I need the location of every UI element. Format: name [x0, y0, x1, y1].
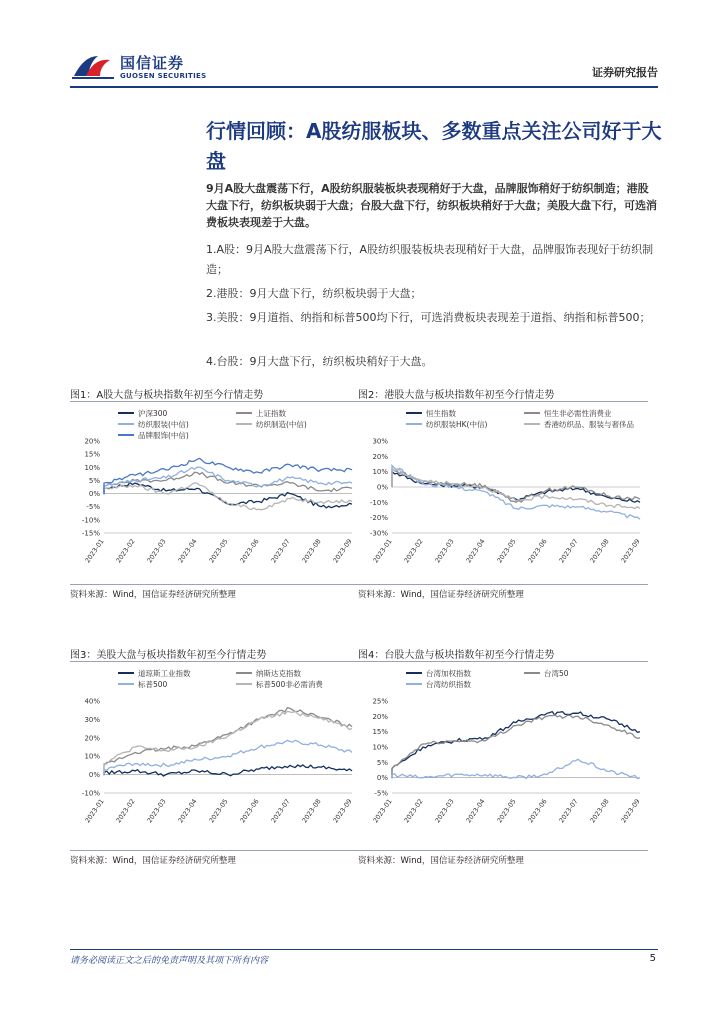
x-tick-label-8: 2023-09	[331, 797, 354, 825]
legend-label-3: 香港纺织品、服装与奢侈品	[544, 420, 634, 429]
report-type-label: 证券研究报告	[592, 66, 658, 79]
figure-1-source: 资料来源：Wind，国信证券经济研究所整理	[70, 590, 236, 600]
y-tick-label-2: -5%	[86, 503, 100, 512]
x-tick-label-4: 2023-05	[495, 537, 518, 565]
legend-label-1: 台湾50	[544, 669, 569, 678]
legend-label-1: 上证指数	[256, 409, 286, 418]
legend-label-3: 标普500非必需消费	[256, 680, 323, 689]
logo-chinese-name: 国信证券	[120, 54, 185, 72]
y-tick-label-5: 20%	[372, 452, 388, 461]
section-title: 行情回顾：A股纺服板块、多数重点关注公司好于大盘	[206, 119, 662, 173]
y-tick-label-2: -10%	[369, 498, 388, 507]
figure-3-chart	[70, 663, 360, 843]
x-tick-label-8: 2023-09	[331, 537, 354, 565]
y-tick-label-4: 30%	[84, 715, 100, 724]
x-tick-label-4: 2023-05	[495, 797, 518, 825]
x-tick-label-8: 2023-09	[619, 537, 642, 565]
x-tick-label-7: 2023-08	[300, 537, 323, 565]
figure-2-source: 资料来源：Wind，国信证券经济研究所整理	[358, 590, 524, 600]
x-tick-label-2: 2023-03	[145, 537, 168, 565]
figure-2-source-rule	[358, 584, 648, 585]
x-tick-label-1: 2023-02	[402, 537, 425, 565]
y-tick-label-2: 10%	[84, 752, 100, 761]
y-tick-label-3: 20%	[84, 734, 100, 743]
y-tick-label-3: 10%	[372, 743, 388, 752]
y-tick-label-7: 20%	[84, 437, 100, 446]
series-line-0	[392, 712, 640, 778]
x-tick-label-3: 2023-04	[176, 797, 199, 825]
legend-label-1: 恒生非必需性消费业	[544, 409, 612, 418]
figure-1-chart	[70, 403, 360, 583]
x-tick-label-2: 2023-03	[145, 797, 168, 825]
x-tick-label-5: 2023-06	[238, 537, 261, 565]
y-tick-label-5: 40%	[84, 697, 100, 706]
footer-disclaimer[interactable]: 请务必阅读正文之后的免责声明及其项下所有内容	[70, 956, 269, 966]
figure-3-caption: 图3：美股大盘与板块指数年初至今行情走势	[70, 650, 267, 661]
x-tick-label-0: 2023-01	[371, 537, 394, 565]
page-number: 5	[649, 953, 656, 964]
page-header	[70, 50, 658, 90]
y-tick-label-6: 25%	[372, 697, 388, 706]
series-line-3	[104, 483, 352, 510]
x-tick-label-0: 2023-01	[371, 797, 394, 825]
figure-2-caption-rule	[358, 401, 648, 402]
x-tick-label-5: 2023-06	[238, 797, 261, 825]
y-tick-label-3: 0%	[376, 483, 388, 492]
header-divider	[70, 86, 658, 88]
legend-label-2: 标普500	[138, 680, 168, 689]
y-tick-label-0: -10%	[81, 789, 100, 798]
y-tick-label-0: -15%	[81, 529, 100, 538]
footer-divider	[70, 949, 658, 950]
guosen-logo	[70, 50, 220, 86]
y-tick-label-1: 0%	[376, 774, 388, 783]
y-tick-label-1: -20%	[369, 514, 388, 523]
y-tick-label-6: 30%	[372, 437, 388, 446]
x-tick-label-4: 2023-05	[207, 537, 230, 565]
y-tick-label-5: 20%	[372, 712, 388, 721]
legend-label-0: 道琼斯工业指数	[138, 669, 191, 678]
x-tick-label-0: 2023-01	[83, 537, 106, 565]
x-tick-label-2: 2023-03	[433, 537, 456, 565]
legend-label-2: 台湾纺织指数	[426, 680, 471, 689]
legend-label-4: 品牌服饰(中信)	[138, 431, 189, 440]
x-tick-label-1: 2023-02	[114, 797, 137, 825]
x-tick-label-3: 2023-04	[464, 537, 487, 565]
x-tick-label-0: 2023-01	[83, 797, 106, 825]
y-tick-label-2: 5%	[376, 758, 388, 767]
legend-label-3: 纺织制造(中信)	[256, 420, 307, 429]
figure-1-source-rule	[70, 584, 360, 585]
series-line-2	[104, 740, 352, 774]
x-tick-label-5: 2023-06	[526, 537, 549, 565]
x-tick-label-1: 2023-02	[114, 537, 137, 565]
x-tick-label-7: 2023-08	[588, 797, 611, 825]
x-tick-label-7: 2023-08	[588, 537, 611, 565]
figure-3-source-rule	[70, 850, 360, 851]
y-tick-label-1: -10%	[81, 516, 100, 525]
section-summary: 9月A股大盘震荡下行，A股纺织服装板块表现稍好于大盘，品牌服饰稍好于纺织制造；港股大盘下行，纺织板块弱于大盘；台股大盘下行，纺织板块稍好于大盘；美股大盘下行，可选消费板块表现差于大盘。	[206, 182, 657, 229]
x-tick-label-6: 2023-07	[269, 797, 292, 825]
x-tick-label-6: 2023-07	[557, 797, 580, 825]
x-tick-label-6: 2023-07	[269, 537, 292, 565]
figure-4-chart	[358, 663, 648, 843]
logo-english-name: GUOSEN SECURITIES	[120, 72, 207, 80]
paragraph-tw-shares: 4.台股：9月大盘下行，纺织板块稍好于大盘。	[206, 355, 433, 368]
y-tick-label-5: 10%	[84, 463, 100, 472]
guosen-logo-mark-icon	[70, 50, 116, 82]
y-tick-label-4: 5%	[88, 476, 100, 485]
series-line-1	[104, 472, 352, 494]
x-tick-label-5: 2023-06	[526, 797, 549, 825]
x-tick-label-3: 2023-04	[176, 537, 199, 565]
figure-1-caption: 图1：A股大盘与板块指数年初至今行情走势	[70, 390, 264, 401]
legend-label-0: 恒生指数	[426, 409, 456, 418]
series-line-1	[392, 715, 640, 778]
series-line-2	[392, 759, 640, 778]
figure-4-caption-rule	[358, 661, 648, 662]
figure-3-source: 资料来源：Wind，国信证券经济研究所整理	[70, 856, 236, 866]
series-line-1	[392, 469, 640, 503]
x-tick-label-4: 2023-05	[207, 797, 230, 825]
legend-label-2: 纺织服装(中信)	[138, 420, 189, 429]
series-line-2	[392, 466, 640, 520]
figure-2-chart	[358, 403, 648, 583]
y-tick-label-4: 10%	[372, 468, 388, 477]
paragraph-us-shares: 3.美股：9月道指、纳指和标普500均下行，可选消费板块表现差于道指、纳指和标普500；	[206, 311, 651, 324]
legend-label-0: 沪深300	[138, 409, 168, 418]
x-tick-label-6: 2023-07	[557, 537, 580, 565]
figure-4-source-rule	[358, 850, 648, 851]
legend-label-2: 纺织服装HK(中信)	[426, 420, 488, 429]
legend-label-0: 台湾加权指数	[426, 669, 471, 678]
figure-2-caption: 图2：港股大盘与板块指数年初至今行情走势	[358, 390, 555, 401]
x-tick-label-2: 2023-03	[433, 797, 456, 825]
y-tick-label-6: 15%	[84, 450, 100, 459]
y-tick-label-4: 15%	[372, 728, 388, 737]
y-tick-label-0: -5%	[374, 789, 388, 798]
x-tick-label-7: 2023-08	[300, 797, 323, 825]
x-tick-label-8: 2023-09	[619, 797, 642, 825]
figure-4-source: 资料来源：Wind，国信证券经济研究所整理	[358, 856, 524, 866]
y-tick-label-0: -30%	[369, 529, 388, 538]
figure-4-caption: 图4：台股大盘与板块指数年初至今行情走势	[358, 650, 555, 661]
y-tick-label-1: 0%	[88, 771, 100, 780]
x-tick-label-1: 2023-02	[402, 797, 425, 825]
figure-1-caption-rule	[70, 401, 360, 402]
paragraph-a-shares: 1.A股：9月A股大盘震荡下行，A股纺织服装板块表现稍好于大盘，品牌服饰表现好于纺织制造；	[206, 243, 654, 276]
figure-3-caption-rule	[70, 661, 360, 662]
paragraph-hk-shares: 2.港股：9月大盘下行，纺织板块弱于大盘；	[206, 287, 422, 300]
legend-label-1: 纳斯达克指数	[256, 669, 301, 678]
y-tick-label-3: 0%	[88, 490, 100, 499]
x-tick-label-3: 2023-04	[464, 797, 487, 825]
